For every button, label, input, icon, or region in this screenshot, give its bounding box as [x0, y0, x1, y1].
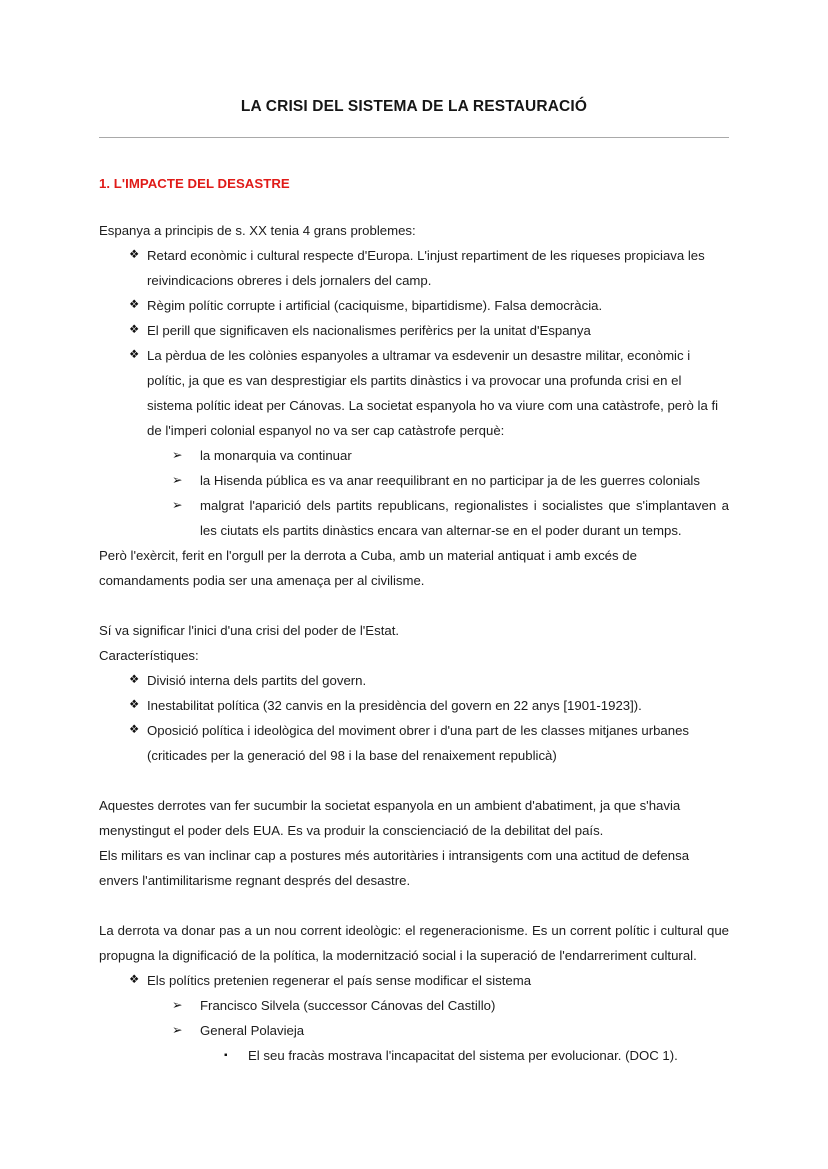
document-content: [99, 0, 729, 1068]
diamond-bullet-icon: ❖: [129, 673, 140, 686]
diamond-bullet-icon: ❖: [129, 248, 140, 261]
defeat-paragraph: Aquestes derrotes van fer sucumbir la societat espanyola en un ambient d'abatiment, ja que s'havia menystingut el poder dels EUA. Es va produir la conscienciació de la debilitat del país.: [99, 797, 681, 838]
section-heading-impacte: 1. L'IMPACTE DEL DESASTRE: [99, 175, 290, 191]
list-item-text: El perill que significaven els nacionalismes perifèrics per la unitat d'Espanya: [147, 322, 591, 338]
list-item-text: Francisco Silvela (successor Cánovas del Castillo): [200, 997, 496, 1013]
list-item-text: Oposició política i ideològica del moviment obrer i d'una part de les classes mitjanes urbanes (criticades per la generació del 98 i la base del renaixement republicà): [147, 722, 690, 763]
list-item: [99, 293, 729, 318]
list-item: [99, 968, 729, 993]
list-item: [99, 468, 729, 493]
list-item: [99, 243, 729, 293]
problems-list: [99, 243, 729, 543]
arrow-bullet-icon: ➢: [172, 472, 183, 487]
state-crisis-paragraph: Sí va significar l'inici d'una crisi del poder de l'Estat.: [99, 622, 400, 638]
diamond-bullet-icon: ❖: [129, 698, 140, 711]
diamond-bullet-icon: ❖: [129, 323, 140, 336]
list-item: [99, 693, 729, 718]
page-title: LA CRISI DEL SISTEMA DE LA RESTAURACIÓ: [240, 98, 588, 115]
list-item-text: La pèrdua de les colònies espanyoles a ultramar va esdevenir un desastre militar, econòmic i polític, ja que es van desprestigiar els partits dinàstics i va provocar una profunda crisi en el sistema polític ideat per Cánovas. La societat espanyola ho va viure com una catàstrofe, però la fi de l'imperi colonial espanyol no va ser cap catàstrofe perquè:: [147, 347, 719, 438]
list-item: [99, 718, 729, 768]
list-item-text: malgrat l'aparició dels partits republicans, regionalistes i socialistes que s'implantaven a les ciutats els partits dinàstics encara van alternar-se en el poder durant un temps.: [200, 497, 729, 538]
list-item: [99, 1018, 729, 1043]
list-item: [99, 443, 729, 468]
list-item: [99, 343, 729, 443]
characteristics-list: [99, 668, 729, 768]
square-bullet-icon: ▪: [224, 1049, 228, 1061]
list-item-text: General Polavieja: [200, 1022, 305, 1038]
list-item-text: El seu fracàs mostrava l'incapacitat del sistema per evolucionar. (DOC 1).: [248, 1047, 678, 1063]
arrow-bullet-icon: ➢: [172, 997, 183, 1012]
arrow-bullet-icon: ➢: [172, 1022, 183, 1037]
list-item: [99, 668, 729, 693]
title-divider: [99, 137, 729, 138]
diamond-bullet-icon: ❖: [129, 298, 140, 311]
list-item: [99, 993, 729, 1018]
list-item-text: Inestabilitat política (32 canvis en la presidència del govern en 22 anys [1901-1923]).: [147, 697, 642, 713]
diamond-bullet-icon: ❖: [129, 348, 140, 361]
list-item: [99, 318, 729, 343]
list-item-text: la Hisenda pública es va anar reequilibrant en no participar ja de les guerres colonials: [200, 472, 700, 488]
characteristics-label: Característiques:: [99, 647, 199, 663]
regenerationism-paragraph: La derrota va donar pas a un nou corrent ideològic: el regeneracionisme. Es un corrent polític i cultural que propugna la dignificació de la política, la modernització social i la superació de l'endarreriment cultural.: [99, 922, 729, 963]
list-item-text: Els polítics pretenien regenerar el país sense modificar el sistema: [147, 972, 532, 988]
list-item-text: Règim polític corrupte i artificial (caciquisme, bipartidisme). Falsa democràcia.: [147, 297, 603, 313]
list-item: [99, 1043, 729, 1068]
intro-paragraph: Espanya a principis de s. XX tenia 4 grans problemes:: [99, 222, 416, 238]
military-paragraph: Els militars es van inclinar cap a postures més autoritàries i intransigents com una actitud de defensa envers l'antimilitarisme regnant després del desastre.: [99, 847, 690, 888]
arrow-bullet-icon: ➢: [172, 497, 183, 512]
army-note-paragraph: Però l'exèrcit, ferit en l'orgull per la derrota a Cuba, amb un material antiquat i amb excés de comandaments podia ser una amenaça per al civilisme.: [99, 547, 637, 588]
diamond-bullet-icon: ❖: [129, 723, 140, 736]
list-item-text: la monarquia va continuar: [200, 447, 352, 463]
list-item-text: Retard econòmic i cultural respecte d'Europa. L'injust repartiment de les riqueses propiciava les reivindicacions obreres i dels jornalers del camp.: [147, 247, 705, 288]
list-item-text: Divisió interna dels partits del govern.: [147, 672, 367, 688]
arrow-bullet-icon: ➢: [172, 447, 183, 462]
politicians-list: [99, 968, 729, 1068]
diamond-bullet-icon: ❖: [129, 973, 140, 986]
list-item: [99, 493, 729, 543]
